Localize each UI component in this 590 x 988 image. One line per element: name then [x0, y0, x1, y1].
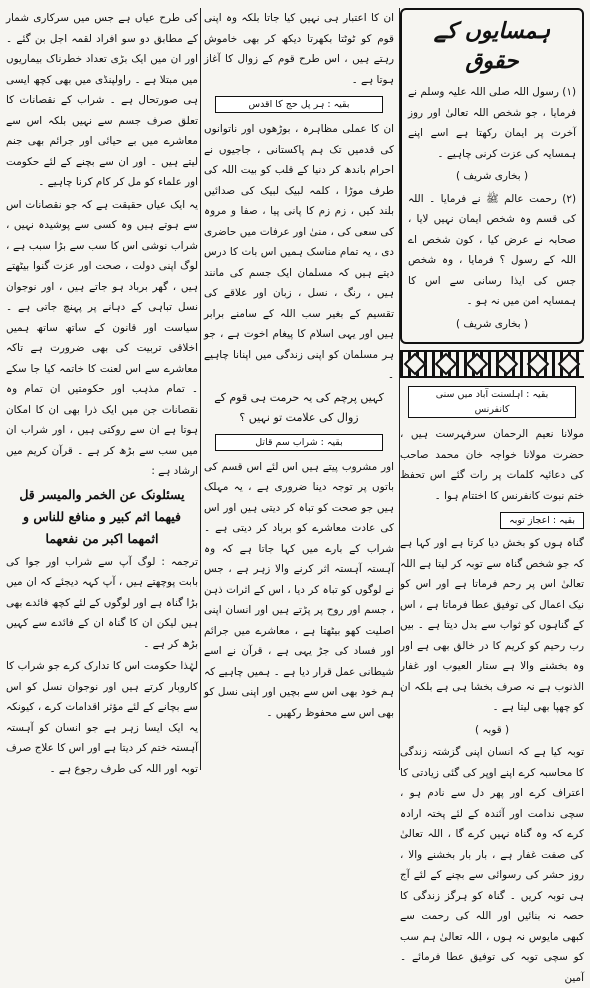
hadith-1-reference: ( بخاری شریف )	[455, 170, 529, 182]
decorative-ornament-border	[400, 350, 584, 378]
section-heading-toba: بقیہ : اعجاز توبہ	[500, 512, 584, 529]
section-heading-hajj: بقیہ : ہر پل حج کا اقدس	[215, 96, 383, 113]
toba-paragraph-1: گناہ ہوں کو بخش دیا کرتا ہے اور کہا ہے کہ جو شخص گناہ سے توبہ کر لیتا ہے اللہ تعالیٰ اس پر رحم فرماتا ہے اور اس کو نیک اعمال کی توفیق عطا فرماتا ہے ، اس کے گناہوں کو ثواب سے بدل دیتا ہے ۔ بیں رب رحیم کو کریم کا در خالق بھی ہے اور وہ بخشنے والا ہے ستار العیوب اور غفار الذنوب ہے نہ صرف بخشا ہی ہے بلکہ ان کو چھپا بھی لیتا ہے ۔	[400, 537, 584, 713]
conference-text: مولانا نعیم الرحمان سرفہرست ہیں ، حضرت مولانا خواجہ خان محمد صاحب کی دعائیہ کلمات پر رات گئے اس تحفظ ختم نبوت کانفرنس کا اختتام ہوا ۔	[400, 428, 584, 502]
hadith-2-reference: ( بخاری شریف )	[455, 317, 529, 330]
quran-verse: یسئلونک عن الخمر والمیسر قل فیھما اثم کبیر و منافع للناس و اثمھما اکبر من نفعھما	[19, 486, 185, 546]
column-divider	[399, 8, 400, 770]
section-heading-conference: بقیہ : اہلسنت آباد میں سنی کانفرنس	[408, 386, 576, 418]
verse-translation: ترجمہ : لوگ آپ سے شراب اور جوا کی بابت پوچھتے ہیں ، آپ کہہ دیجئے کہ ان میں بڑا گناہ ہے اور لوگوں کے لئے کچھ فائدے بھی ہیں لیکن ان کا گناہ ان کے فائدے سے کہیں بڑھ کر ہے ۔	[6, 555, 198, 650]
column-divider	[200, 8, 201, 770]
ornament-diamond	[435, 353, 458, 376]
section-heading-sharab: بقیہ : شراب سم قاتل	[215, 434, 383, 451]
toba-reference: ( قوبہ )	[474, 723, 510, 736]
left-column	[6, 8, 198, 775]
left-closing-text: لہٰذا حکومت اس کا تدارک کرے جو شراب کا کاروبار کرتے ہیں اور نوجوان نسل کو اس سے بچانے کے لئے مؤثر اقدامات کرے ، کیونکہ یہ ایک ایسا زہر ہے جو انسان کو آہستہ آہستہ ختم کر دیتا ہے اور اس کا علاج صرف توبہ اور اللہ کی طرف رجوع ہے ۔	[6, 660, 198, 775]
ornament-diamond	[496, 353, 519, 376]
hajj-text: ان کا عملی مظاہرہ ، بوڑھوں اور ناتوانوں کی قدمیں تک ہم پاکستانی ، جاجیوں نے احرام باندھ کر دنیا کے قلب کو بیت اللہ کی طرف موڑا ، کلمہ لبیک لبیک کی صدائیں بلند کیں ، زم زم کا پانی پیا ، صفا و مروہ کی سعی کی ، منیٰ اور عرفات میں حاضری دی ، یہ تمام مناسک ہمیں اس بات کا درس دیتے ہیں کہ مسلمان ایک جسم کی مانند ہیں ، رنگ ، نسل ، زبان اور علاقے کی تقسیم کے بغیر سب اللہ کے سامنے برابر ہیں اور یہی اسلام کا پیغام اخوت ہے ، جو ہر مسلمان کو اپنی زندگی میں اپنانا چاہیے ۔	[204, 123, 394, 381]
hadith-1: (۱) رسول اللہ صلی اللہ علیہ وسلم نے فرمایا ، جو شخص اللہ تعالیٰ اور روز آخرت پر ایمان رکھتا ہے اسے اپنے ہمسایہ کی عزت کرنی چاہیے ۔	[408, 86, 576, 160]
hadith-2: (۲) رحمت عالم ﷺ نے فرمایا ۔ اللہ کی قسم وہ شخص ایمان نہیں لایا ، صحابہ نے عرض کیا ، کون شخص اے اللہ کے رسول ؟ فرمایا ، وہ شخص جس کی ایذا رسانی سے اس کا ہمسایہ امن میں نہ ہو ۔	[408, 192, 576, 307]
right-column	[400, 8, 584, 984]
middle-column	[204, 8, 394, 770]
sharab-text: اور مشروب پیتے ہیں اس لئے اس قسم کی باتوں پر توجہ دینا ضروری ہے ، یہ مہلک ہیں جو صحت کو تباہ کر دیتی ہیں اور اس کی عادت معاشرے کو برباد کر دیتی ہے ۔ شراب کے بارے میں کہا جاتا ہے کہ وہ آہستہ آہستہ اثر کرنے والا زہر ہے ، جس نے لوگوں کو تباہ کر دیا ، اس کے اثرات ذہن ، جسم اور روح پر پڑتے ہیں اور انسان اپنی اصلیت کھو بیٹھتا ہے ، معاشرے میں جرائم اور فساد کی جڑ یہی ہے ، قرآن نے اسے شیطانی عمل قرار دیا ہے ۔ ہمیں چاہیے کہ ہم خود بھی اس سے بچیں اور اپنی نسل کو بھی اس سے محفوظ رکھیں ۔	[204, 460, 394, 719]
flag-quote: کہیں پرچم کی یہ حرمت ہی قوم کے زوال کی علامت تو نہیں ؟	[214, 390, 384, 424]
ornament-diamond	[527, 353, 550, 376]
left-body-text: یہ ایک عیاں حقیقت ہے کہ جو نقصانات اس سے ہوتے ہیں وہ کسی سے پوشیدہ نہیں ، شراب نوشی اس کا سب سے بڑا سبب ہے ، لوگ اپنی دولت ، صحت اور عزت گنوا بیٹھتے ہیں ، گھر برباد ہو جاتے ہیں ، اور نوجوان نسل تباہی کے دہانے پر پہنچ جاتی ہے ۔ سیاست اور قانون کے ساتھ ساتھ ہمیں اخلاقی تربیت کی بھی ضرورت ہے تاکہ معاشرے سے اس لعنت کا خاتمہ کیا جا سکے ۔ تمام مذہب اور حکومتیں ان تمام وہ نقصانات جن میں ایک ذرا بھی ان کا امکان ہوتا ہے ان سے روکتی ہیں ، اور شراب ان میں سب سے بڑھ کر ہے ۔ قرآن کریم میں ارشاد ہے :	[6, 198, 198, 477]
article-box-neighbors-rights	[400, 8, 584, 344]
middle-top-text: ان کا اعتبار ہی نہیں کیا جاتا بلکہ وہ اپنی قوم کو ٹوٹتا بکھرتا دیکھ کر بھی خاموش رہتے ہیں ، اس طرح قوم کے زوال کا آغاز ہوتا ہے ۔	[204, 12, 394, 86]
ornament-diamond	[557, 353, 580, 376]
ornament-diamond	[465, 353, 488, 376]
article-title: ہمسایوں کے حقوق	[433, 18, 551, 74]
toba-paragraph-2: توبہ کیا ہے کہ انسان اپنی گزشتہ زندگی کا محاسبہ کرے اپنے اوپر کی گئی زیادتی کا اعتراف کرے اور پھر دل سے نادم ہو ، سچی ندامت اور آئندہ کے لئے پختہ ارادہ کرے کہ وہ گناہ نہیں کرے گا ، اللہ تعالیٰ کی صفت غفار ہے ، بار بار بخشنے والا ، روز حشر کی رسوائی سے بچنے کے لئے آج ہی توبہ کریں ۔ گناہ کو ہرگز زندگی کا حصہ نہ بنائیں اور اللہ کی رحمت سے کبھی مایوس نہ ہوں ، اللہ تعالیٰ ہم سب کو سچی توبہ کی توفیق عطا فرمائے ۔ آمین	[400, 746, 584, 984]
left-intro-text: کی طرح عیاں ہے جس میں سرکاری شمار کے مطابق دو سو افراد لقمہ اجل بن گئے ۔ اور ان میں ایک بڑی تعداد خطرناک بیماریوں میں مبتلا ہے ۔ راولپنڈی میں بھی کچھ ایسی ہی صورتحال ہے ۔ شراب کے نقصانات کا تعلق صرف جسم سے نہیں بلکہ اس سے معاشرے میں بے حیائی اور جرائم بھی جنم لیتے ہیں ۔ اور ان سے بچنے کے لئے حکومت اور علماء کو مل کر کام کرنا چاہیے ۔	[6, 12, 198, 188]
ornament-diamond	[404, 353, 427, 376]
